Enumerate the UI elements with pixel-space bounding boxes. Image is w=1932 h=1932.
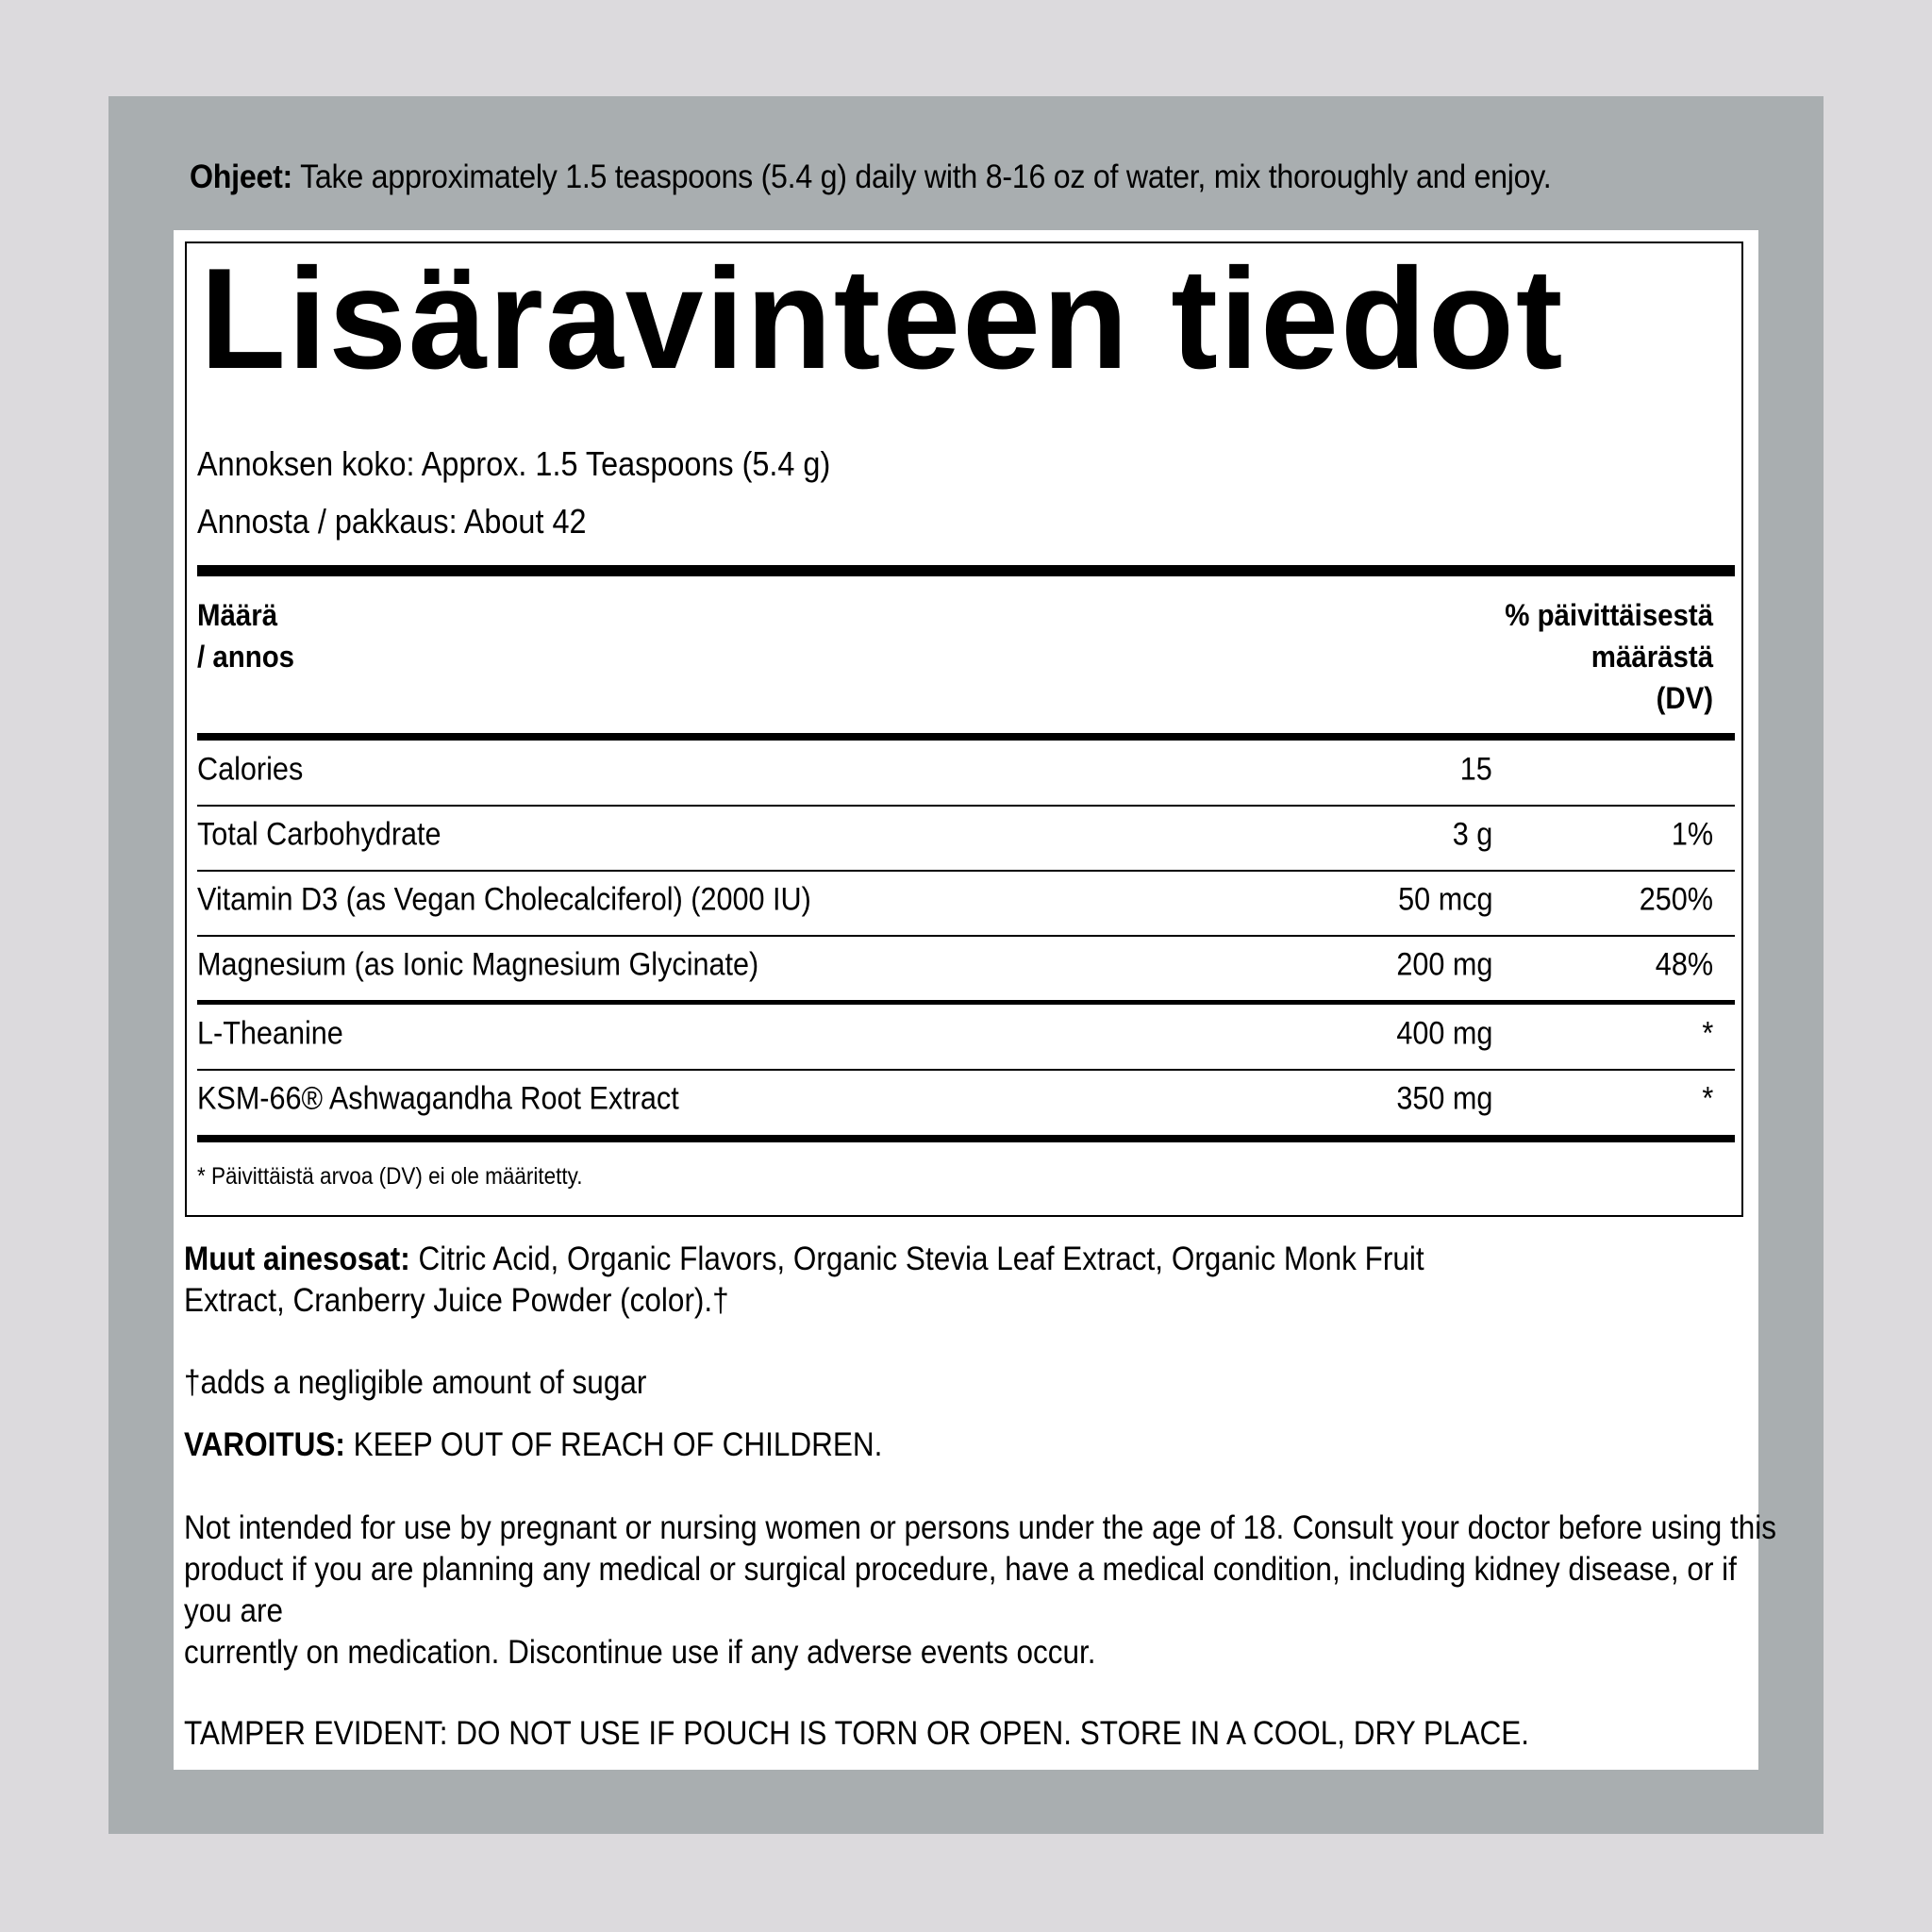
facts-title: Lisäravinteen tiedot (200, 239, 1565, 399)
warning-label: VAROITUS: (184, 1426, 345, 1463)
directions (190, 158, 1551, 196)
header-dv-line3: (DV) (1656, 681, 1713, 715)
table-row (197, 933, 1735, 997)
nutrient-dv: * (1702, 1080, 1713, 1117)
directions-text: Take approximately 1.5 teaspoons (5.4 g) daily with 8-16 oz of water, mix thoroughly and enjoy. (292, 158, 1552, 195)
nutrient-name: Total Carbohydrate (197, 816, 441, 853)
table-row (197, 803, 1735, 867)
thick-rule-top (197, 565, 1735, 576)
nutrient-amount: 3 g (1452, 816, 1492, 853)
header-daily-value (1505, 594, 1713, 719)
nutrient-name: Magnesium (as Ionic Magnesium Glycinate) (197, 946, 759, 983)
caution-line3: you are (184, 1592, 284, 1629)
nutrient-dv: 250% (1639, 881, 1713, 918)
header-amount-line2: / annos (197, 640, 295, 674)
nutrient-amount: 350 mg (1395, 1080, 1492, 1117)
nutrient-dv: 48% (1655, 946, 1713, 983)
warning-text: KEEP OUT OF REACH OF CHILDREN. (344, 1426, 883, 1463)
nutrient-amount: 50 mcg (1397, 881, 1492, 918)
header-dv-line1: % päivittäisestä (1505, 598, 1713, 632)
header-amount (197, 594, 294, 677)
table-row (197, 1002, 1735, 1066)
nutrient-name: L-Theanine (197, 1015, 343, 1052)
nutrient-dv: 1% (1671, 816, 1713, 853)
warning (184, 1424, 882, 1466)
other-ingredients (184, 1239, 1424, 1322)
nutrient-name: Vitamin D3 (as Vegan Cholecalciferol) (2000 IU) (197, 881, 811, 918)
dv-footnote: * Päivittäistä arvoa (DV) ei ole määritetty. (197, 1163, 583, 1190)
nutrient-amount: 400 mg (1395, 1015, 1492, 1052)
caution-text (184, 1507, 1776, 1674)
table-row (197, 868, 1735, 932)
caution-line2: product if you are planning any medical or surgical procedure, have a medical condition, including kidney disease, or if (184, 1551, 1737, 1588)
caution-line1: Not intended for use by pregnant or nursing women or persons under the age of 18. Consult your doctor before using this (184, 1509, 1777, 1546)
thick-rule-bottom (197, 1135, 1735, 1142)
nutrient-name: Calories (197, 751, 304, 788)
other-ingredients-label: Muut ainesosat: (184, 1241, 410, 1277)
other-ingredients-line1: Citric Acid, Organic Flavors, Organic Stevia Leaf Extract, Organic Monk Fruit (409, 1241, 1424, 1277)
sugar-note: †adds a negligible amount of sugar (184, 1364, 647, 1401)
other-ingredients-line2: Extract, Cranberry Juice Powder (color).† (184, 1282, 729, 1319)
nutrient-name: KSM-66® Ashwagandha Root Extract (197, 1080, 679, 1117)
header-dv-line2: määrästä (1591, 640, 1713, 674)
tamper-evident: TAMPER EVIDENT: DO NOT USE IF POUCH IS TORN OR OPEN. STORE IN A COOL, DRY PLACE. (184, 1715, 1529, 1752)
directions-label: Ohjeet: (190, 158, 293, 195)
table-row (197, 1067, 1735, 1131)
nutrient-amount: 200 mg (1395, 946, 1492, 983)
nutrient-dv: * (1702, 1015, 1713, 1052)
servings-per-container: Annosta / pakkaus: About 42 (197, 502, 587, 541)
caution-line4: currently on medication. Discontinue use if any adverse events occur. (184, 1634, 1096, 1671)
header-amount-line1: Määrä (197, 598, 278, 632)
table-row (197, 738, 1735, 802)
serving-size: Annoksen koko: Approx. 1.5 Teaspoons (5.4 g) (197, 444, 831, 483)
nutrient-amount: 15 (1459, 751, 1492, 788)
